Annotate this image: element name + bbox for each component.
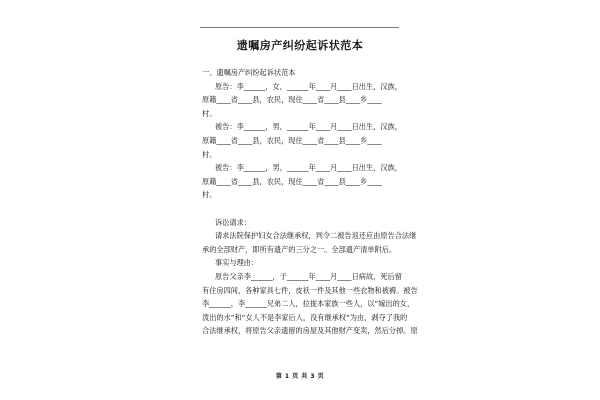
defendant2-line-3: 村。 — [202, 190, 217, 200]
claims-line-1: 请求法院保护妇女合法继承权，判令二被告返还应由原告合法继 — [215, 231, 417, 241]
section-heading: 一、遗嘱房产纠纷起诉状范本 — [202, 68, 296, 77]
facts-line-5: 合法继承权，将原告父亲遗留的房屋及其他财产变卖，然后分掉。原 — [202, 326, 418, 336]
claims-line-2: 承的全部财产，即所有遗产的三分之一。全部遗产清单附后。 — [202, 244, 397, 254]
facts-line-4: 泼出的水”和“女人不是李家后人，没有继承权”为由，剥夺了我的 — [202, 312, 408, 322]
facts-line-2: 有住房四间，各种家具七件，皮袄一件及其他一些衣物和被褥。被告 — [202, 285, 418, 295]
claims-heading: 诉讼请求： — [215, 217, 251, 227]
page-number-footer: 第 1 页 共 3 页 — [275, 373, 325, 380]
facts-line-1: 原告父亲李______，于______年____月____日病故，死后留 — [215, 271, 402, 281]
facts-heading: 事实与理由： — [215, 258, 259, 268]
defendant1-line-1: 被告：李______，男，______年____月____日出生，汉族， — [215, 122, 402, 132]
plaintiff-line-3: 村。 — [202, 108, 217, 118]
defendant1-line-3: 村。 — [202, 149, 217, 159]
facts-line-3: 李______，李______兄弟二人，拉拢本家族一些人，以“嫁出的女， — [202, 299, 415, 309]
defendant1-line-2: 原籍____省____县，农民，现住____省____县____乡____ — [202, 135, 382, 145]
document-title: 遗嘱房产纠纷起诉状范本 — [236, 39, 364, 52]
header-divider — [200, 27, 399, 28]
plaintiff-line-1: 原告：李______，女，______年____月____日出生，汉族， — [215, 81, 402, 91]
defendant2-line-2: 原籍____省____县，农民，现住____省____县____乡____ — [202, 176, 382, 186]
paragraph-gap — [202, 202, 402, 216]
plaintiff-line-2: 原籍____省____县，农民，现住____省____县____乡____ — [202, 95, 382, 105]
document-body — [202, 66, 418, 338]
defendant2-line-1: 被告：李______，男，______年____月____日出生，汉族， — [215, 163, 402, 173]
